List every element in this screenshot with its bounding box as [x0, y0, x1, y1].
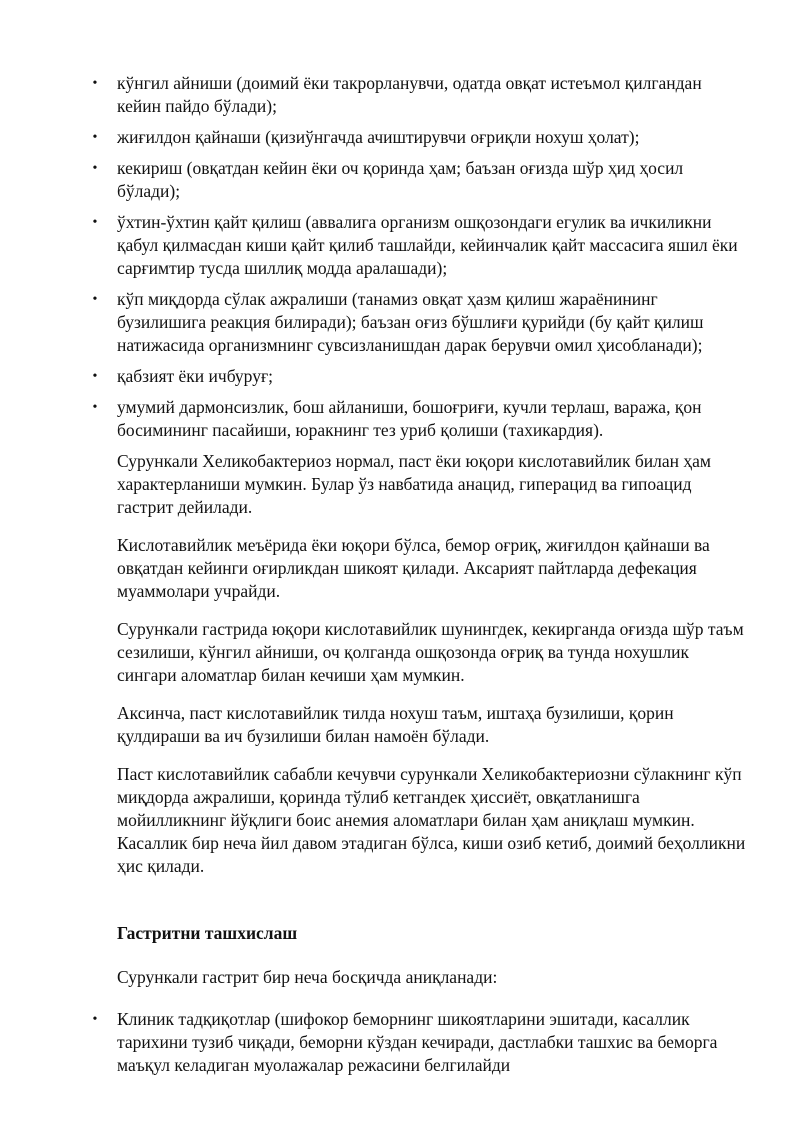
- list-item: [89, 211, 749, 280]
- body-paragraph: Сурункали гастрида юқори кислотавийлик шунингдек, кекирганда оғизда шўр таъм сезилиши, кўнгил айниши, оч қолганда ошқозонда оғриқ ва тунда нохушлик сингари аломатлар билан кечиши ҳам мумкин.: [117, 619, 744, 685]
- list-item: [89, 365, 749, 388]
- list-item: [89, 72, 749, 118]
- list-item-text: жиғилдон қайнаши (қизиўнгачда ачиштирувчи оғриқли нохуш ҳолат);: [117, 127, 640, 147]
- diagnosis-list: [89, 1008, 749, 1077]
- bullet-icon: •: [92, 369, 98, 384]
- section-heading: Гастритни ташхислаш: [117, 923, 298, 943]
- list-item-text: кўнгил айниши (доимий ёки такрорланувчи, одатда овқат истеъмол қилгандан кейин пайдо бўлади);: [117, 73, 702, 116]
- list-item-text: ўхтин-ўхтин қайт қилиш (аввалига организм ошқозондаги егулик ва ичкиликни қабул қилмасдан киши қайт қилиб ташлайди, кейинчалик қайт массасига яшил ёки сарғимтир тусда шиллиқ модда аралашади);: [117, 212, 738, 278]
- bullet-icon: •: [92, 215, 98, 230]
- symptom-list: [89, 72, 749, 442]
- bullet-icon: •: [92, 130, 98, 145]
- document-body: [89, 72, 749, 1085]
- body-paragraph: Аксинча, паст кислотавийлик тилда нохуш таъм, иштаҳа бузилиши, қорин қулдираши ва ич бузилиши билан намоён бўлади.: [117, 703, 674, 746]
- list-item: [89, 1008, 749, 1077]
- list-item: [89, 288, 749, 357]
- body-paragraph: Сурункали Хеликобактериоз нормал, паст ёки юқори кислотавийлик билан ҳам характерланиши мумкин. Булар ўз навбатида анацид, гиперацид ва гипоацид гастрит дейилади.: [117, 451, 711, 517]
- list-item-text: қабзият ёки ичбуруғ;: [117, 366, 273, 386]
- bullet-icon: •: [92, 76, 98, 91]
- list-item-text: кўп миқдорда сўлак ажралиши (танамиз овқат ҳазм қилиш жараёнининг бузилишига реакция билиради); баъзан оғиз бўшлиғи қурийди (бу қайт қилиш натижасида организмнинг сувсизланишдан дарак берувчи омил ҳисобланади);: [117, 289, 704, 355]
- list-item-text: умумий дармонсизлик, бош айланиши, бошоғриғи, кучли терлаш, ваража, қон босимининг пасайиши, юракнинг тез уриб қолиши (тахикардия).: [117, 397, 702, 440]
- body-paragraph: Паст кислотавийлик сабабли кечувчи сурункали Хеликобактериозни сўлакнинг кўп миқдорда ажралиши, қоринда тўлиб кетгандек ҳиссиёт, овқатланишга мойилликнинг йўқлиги боис анемия аломатлари билан ҳам аниқлаш мумкин. Касаллик бир неча йил давом этадиган бўлса, киши озиб кетиб, доимий беҳолликни ҳис қилади.: [117, 764, 746, 876]
- section-intro: Сурункали гастрит бир неча босқичда аниқланади:: [117, 967, 498, 987]
- bullet-icon: •: [92, 161, 98, 176]
- list-item-text: кекириш (овқатдан кейин ёки оч қоринда ҳам; баъзан оғизда шўр ҳид ҳосил бўлади);: [117, 158, 684, 201]
- bullet-icon: •: [92, 1012, 98, 1027]
- list-item: [89, 126, 749, 149]
- bullet-icon: •: [92, 400, 98, 415]
- body-paragraph: Кислотавийлик меъёрида ёки юқори бўлса, бемор оғриқ, жиғилдон қайнаши ва овқатдан кейинги оғирликдан шикоят қилади. Аксарият пайтларда дефекация муаммолари учрайди.: [117, 535, 710, 601]
- list-item-text: Клиник тадқиқотлар (шифокор беморнинг шикоятларини эшитади, касаллик тарихини тузиб чиқади, беморни кўздан кечиради, дастлабки ташхис ва беморга маъқул келадиган муолажалар режасини белгилайди: [117, 1009, 718, 1075]
- list-item: [89, 157, 749, 203]
- bullet-icon: •: [92, 292, 98, 307]
- list-item: [89, 396, 749, 442]
